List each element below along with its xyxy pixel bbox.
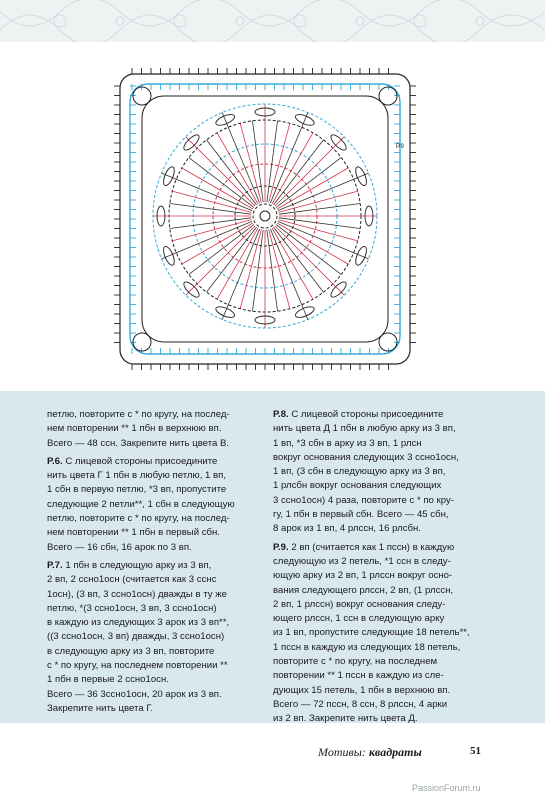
instruction-line: 1осн), (3 вп, 3 ссно1осн) дважды в ту же [47, 588, 227, 600]
instruction-line: Всего — 16 сбн, 16 арок по 3 вп. [47, 541, 192, 553]
crochet-chart-svg [112, 66, 418, 372]
round-label: Р.9 [396, 144, 404, 150]
instruction-line: нить цвета Г 1 пбн в любую петлю, 1 вп, [47, 470, 226, 482]
corner-arc [133, 87, 151, 105]
instruction-line: 1 сбн в первую петлю, *3 вп, пропустите [47, 484, 227, 496]
instruction-paragraph [47, 408, 255, 451]
instruction-line: из 1 вп, пропустите следующие 18 петель**, [273, 627, 470, 639]
instruction-line: 8 арок из 1 вп, 4 рлссн, 16 рлсбн. [273, 523, 421, 535]
instruction-line: 1 пбн в следующую арку из 3 вп, [65, 559, 212, 571]
instruction-line: дующих 15 петель, 1 пбн в верхнюю вп. [273, 684, 451, 696]
crochet-square-diagram [112, 66, 418, 372]
instruction-line: в каждую из следующих 3 арок из 3 вп**, [47, 617, 230, 629]
instruction-line: Всего — 72 пссн, 8 ссн, 8 рлссн, 4 арки [273, 698, 448, 710]
instruction-paragraph [273, 408, 487, 537]
center-ring [260, 211, 270, 221]
page-number: 51 [470, 745, 481, 757]
instruction-line: Всего — 36 3ссно1осн, 20 арок из 3 вп. [47, 688, 222, 700]
instruction-line: 1 вп, *3 сбн в арку из 3 вп, 1 рлсн [273, 437, 422, 449]
instructions-left-column [47, 408, 255, 720]
instruction-line: с * по кругу, на последнем повторении ** [47, 660, 228, 672]
row-label: Р.9. [273, 541, 289, 553]
stitch-round [253, 204, 277, 228]
instruction-line: Закрепите нить цвета Г. [47, 702, 154, 714]
instruction-line: 1 рлсбн вокруг основания следующих [273, 480, 442, 492]
instruction-line: петлю, *(3 ссно1осн, 3 вп, 3 ссно1осн) [47, 602, 217, 614]
instruction-line: нем повторении ** 1 пбн в верхнюю вп. [47, 423, 222, 435]
instruction-paragraph [47, 559, 255, 716]
watermark: PassionForum.ru [412, 783, 481, 793]
instruction-line: 2 вп, 1 рлссн) вокруг основания следу- [273, 598, 446, 610]
corner-arc [133, 333, 151, 351]
instruction-line: 1 вп, (3 сбн в следующую арку из 3 вп, [273, 466, 446, 478]
lace-pattern-decoration [0, 0, 545, 42]
instruction-line: следующую из 2 петель, *1 ссн в следу- [273, 555, 451, 567]
corner-arc [379, 333, 397, 351]
instruction-line: ((3 ссно1осн, 3 вп) дважды, 3 ссно1осн) [47, 631, 225, 643]
instruction-line: повторении ** 1 пссн в каждую из сле- [273, 670, 444, 682]
instruction-line: из 2 вп. Закрепите нить цвета Д. [273, 713, 418, 725]
chapter-title-plain: Мотивы: [318, 745, 366, 759]
row-label: Р.7. [47, 559, 63, 571]
instruction-line: петлю, повторите с * по кругу, на послед- [47, 409, 230, 420]
instruction-paragraph [47, 455, 255, 555]
instruction-line: петлю, повторите с * по кругу, на послед- [47, 513, 230, 525]
instruction-line: вания следующего рлссн, 2 вп, (1 рлссн, [273, 584, 454, 596]
chapter-title-bold: квадраты [368, 745, 422, 759]
instruction-line: С лицевой стороны присоедините [65, 455, 218, 467]
instructions-right-column [273, 408, 487, 731]
row-label: Р.8. [273, 409, 289, 420]
instruction-line: 3 ссно1осн) 4 раза, повторите с * по кру- [273, 494, 454, 506]
instruction-line: ющую арку из 2 вп, 1 рлссн вокруг осно- [273, 570, 453, 582]
instruction-line: 2 вп (считается как 1 пссн) в каждую [291, 541, 455, 553]
instruction-line: нем повторении ** 1 пбн в первый сбн. [47, 527, 220, 539]
instruction-line: гу, 1 пбн в первый сбн. Всего — 45 сбн, [273, 509, 449, 521]
header-lace-band [0, 0, 545, 42]
instruction-line: в следующую арку из 3 вп, повторите [47, 645, 215, 657]
instruction-line: нить цвета Д 1 пбн в любую арку из 3 вп, [273, 423, 456, 435]
instruction-line: следующие 2 петли**, 1 сбн в следующую [47, 498, 235, 510]
instruction-paragraph [273, 541, 487, 727]
instruction-line: 1 пссн в каждую из следующих 18 петель, [273, 641, 461, 653]
instruction-line: Всего — 48 ссн. Закрепите нить цвета В. [47, 437, 230, 449]
instruction-line: вокруг основания следующих 3 ссно1осн, [273, 451, 459, 463]
instruction-line: 1 пбн в первые 2 ссно1осн. [47, 674, 169, 686]
instructions-panel [0, 391, 545, 723]
chapter-title [318, 745, 422, 760]
instruction-line: 2 вп, 2 ссно1осн (считается как 3 сснс [47, 574, 217, 586]
instruction-line: С лицевой стороны присоедините [291, 409, 444, 420]
row-label: Р.6. [47, 455, 63, 467]
instruction-line: ющего рлссн, 1 ссн в следующую арку [273, 613, 445, 625]
instruction-line: повторите с * по кругу, на последнем [273, 656, 438, 668]
corner-arc [379, 87, 397, 105]
